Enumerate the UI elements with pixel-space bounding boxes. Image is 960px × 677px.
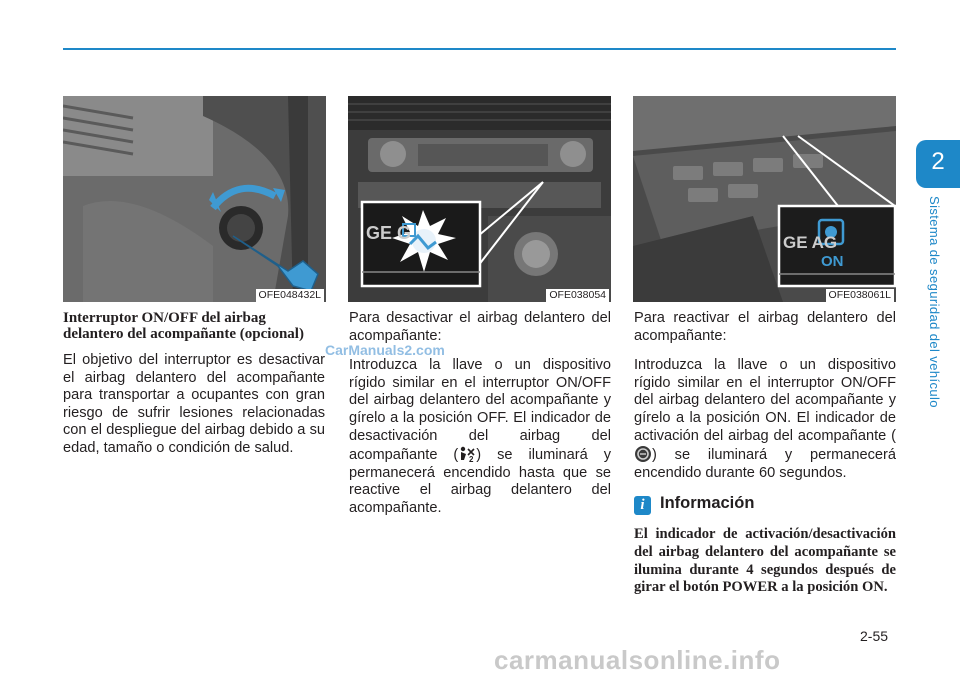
information-body: El indicador de activación/desactivación del airbag delantero del acompañante se ilumina durante 4 segundos después de girar el botón POWER a la posición ON.: [634, 526, 896, 596]
figure-airbag-switch-illustration: [63, 96, 326, 302]
figure-activation-indicator: [633, 96, 896, 302]
column-1: [63, 310, 325, 470]
col3-body-after: ) se iluminará y permanecerá encendido durante 60 segundos.: [634, 447, 896, 481]
chapter-title: Sistema de seguridad del vehículo: [927, 196, 942, 408]
svg-text:2: 2: [469, 455, 474, 464]
information-title: Información: [660, 494, 755, 513]
col3-body: [634, 357, 896, 482]
watermark-top: CarManuals2.com: [325, 342, 445, 358]
figure-deactivation-indicator: [348, 96, 611, 302]
col1-body: El objetivo del interruptor es desactivar el airbag delantero del acompañante para transportar a ocupantes con gran riesgo de sufrir lesiones relacionadas con el despliegue del airbag debido a su edad, tamaño o condición de salud.: [63, 352, 325, 456]
airbag-off-indicator-icon: [458, 445, 476, 463]
info-icon: i: [634, 496, 651, 515]
col2-body-after: ) se iluminará y permanecerá encendido hasta que se reactive el airbag delantero del acompañante.: [349, 447, 611, 516]
callout-text: GE AG: [783, 233, 838, 252]
top-rule: [63, 48, 896, 50]
chapter-title-vertical: [927, 196, 951, 426]
col3-body-before: Introduzca la llave o un dispositivo rígido similar en el interruptor ON/OFF del airbag delantero del acompañante y gírelo a la posición ON. El indicador de activación del airbag del acompañante (: [634, 357, 896, 444]
col2-intro: Para desactivar el airbag delantero del acompañante:: [349, 310, 611, 344]
chapter-tab: [916, 140, 960, 188]
callout-text: GE G: [366, 223, 412, 243]
col3-intro: Para reactivar el airbag delantero del acompañante:: [634, 310, 896, 344]
column-3: [634, 310, 896, 609]
figure-activation-illustration: [633, 96, 896, 302]
information-header: [634, 494, 896, 518]
figure-airbag-switch: [63, 96, 326, 302]
figure-code: OFE038054: [546, 289, 609, 302]
airbag-on-indicator-icon: [634, 445, 652, 463]
page-number: 2-55: [860, 628, 889, 644]
callout-on-text: ON: [821, 253, 844, 270]
figure-code: OFE038061L: [826, 289, 894, 302]
figure-deactivation-illustration: [348, 96, 611, 302]
col2-body-before: Introduzca la llave o un dispositivo rígido similar en el interruptor ON/OFF del airbag delantero del acompañante y gírelo a la posición OFF. El indicador de desactivación del airbag del acompañante (: [349, 357, 611, 464]
col2-body: [349, 357, 611, 517]
watermark-bottom: carmanualsonline.info: [494, 645, 781, 675]
figure-code: OFE048432L: [256, 289, 324, 302]
section-heading: Interruptor ON/OFF del airbag delantero del acompañante (opcional): [63, 310, 304, 342]
chapter-number: 2: [931, 148, 945, 175]
